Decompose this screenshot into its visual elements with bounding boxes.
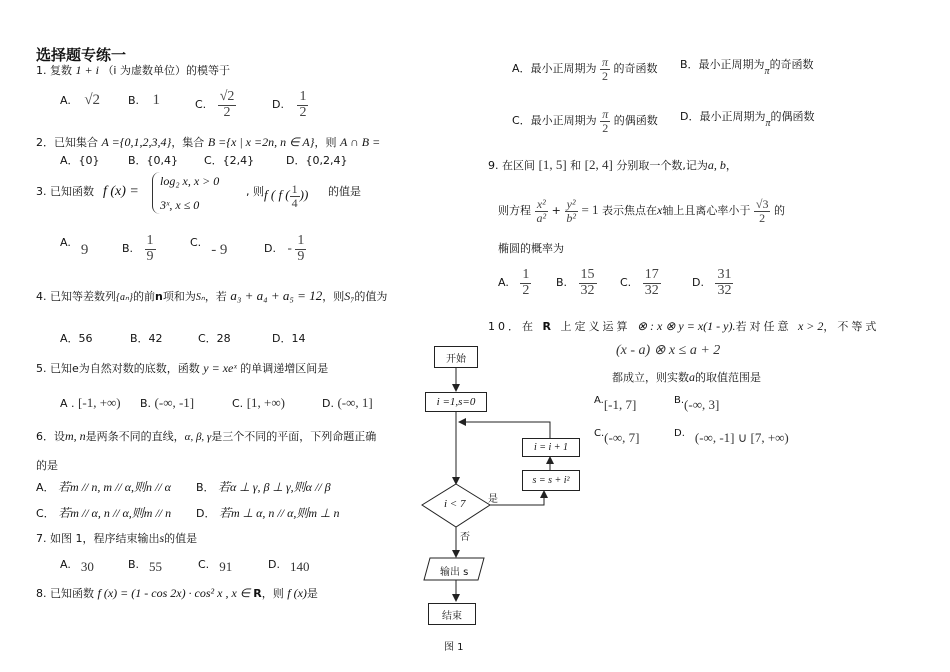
q2-option-a[interactable]: A．{0}	[60, 154, 100, 167]
q8-option-c[interactable]: C．最小正周期为 $\frac{\pi}{2}$ 的偶函数	[512, 107, 658, 135]
q10-option-c[interactable]: C.(-∞, 7]	[594, 428, 640, 445]
q5-option-d[interactable]: D. (-∞, 1]	[322, 395, 373, 410]
q10-option-d[interactable]: D. (-∞, -1] ∪ [7, +∞)	[674, 428, 789, 445]
flow-init-node: i =1,s=0	[425, 392, 487, 412]
q4-option-d[interactable]: D．14	[272, 332, 306, 345]
q4-option-c[interactable]: C．28	[198, 332, 231, 345]
question-7: 7. 如图 1，程序结束输出s的值是	[36, 531, 198, 545]
q6-option-c[interactable]: C． 若m // α, n // α,则m // n	[36, 506, 172, 520]
q3-case-2: 3ˣ, x ≤ 0	[160, 198, 200, 212]
figure-caption: 图 1	[444, 642, 464, 653]
q8-option-a[interactable]: A．最小正周期为 $\frac{\pi}{2}$ 的奇函数	[512, 55, 658, 83]
q1-option-d[interactable]: D. $\frac{1}{2}$	[272, 89, 307, 120]
question-4: 4. 已知等差数列{aₙ}的前n项和为Sₙ，若 a₃ + a₄ + a₅ = 12，则S₇的值为	[36, 288, 388, 303]
q9-option-a[interactable]: A. $\frac{1}{2}$	[498, 267, 530, 298]
q7-option-d[interactable]: D. 140	[268, 558, 310, 574]
flow-end-node: 结束	[428, 603, 476, 625]
question-9-line-2: 则方程 $\frac{\text{x²}}{\text{a²}}$ + $\frac{\text{y²}}{\text{b²}}$ = 1 表示焦点在x轴上且离心率小于 $\frac{√3}{2}$ 的	[498, 197, 785, 225]
flow-output-node: 输出 s	[440, 567, 469, 578]
q3-ask: f ( f ( $\frac{1}{4}$ ))	[264, 182, 309, 210]
question-10: 10．在 R 上定义运算 ⊗ : x ⊗ y = x(1 - y).若对任意 x > 2，不等式	[488, 319, 880, 333]
question-3-stem: 3. 已知函数	[36, 185, 94, 198]
q6-option-a[interactable]: A． 若m // n, m // α,则n // α	[36, 480, 171, 494]
flow-no-label: 否	[460, 532, 470, 543]
q3-option-c[interactable]: C. - 9	[190, 236, 228, 258]
q1-option-b[interactable]: B. 1	[128, 92, 161, 108]
q3-option-b[interactable]: B. $\frac{1}{9}$	[122, 233, 154, 264]
q5-option-b[interactable]: B. (-∞, -1]	[140, 395, 195, 410]
q3-option-d[interactable]: D. - $\frac{1}{9}$	[264, 233, 305, 264]
q7-option-c[interactable]: C. 91	[198, 558, 233, 574]
q3-then: , 则	[246, 185, 264, 198]
question-6-cont: 的是	[36, 459, 58, 472]
q1-option-a[interactable]: A. √2	[60, 92, 101, 108]
q5-option-c[interactable]: C. [1, +∞)	[232, 395, 285, 410]
question-9: 9. 在区间 [1, 5] 和 [2, 4] 分别取一个数,记为a, b，	[488, 157, 737, 172]
q10-inequality: (x - a) ⊗ x ≤ a + 2	[616, 343, 721, 358]
q9-option-b[interactable]: B. $\frac{15}{32}$	[556, 267, 595, 298]
q6-option-d[interactable]: D． 若m ⊥ α, n // α,则m ⊥ n	[196, 506, 340, 520]
flow-accumulate-node: s = s + i²	[522, 470, 580, 491]
page-title: 选择题专练一	[36, 46, 127, 64]
q2-option-b[interactable]: B．{0,4}	[128, 154, 179, 167]
question-9-line-3: 椭圆的概率为	[498, 242, 564, 255]
q3-function: f (x) =	[103, 184, 139, 199]
q2-option-c[interactable]: C．{2,4}	[204, 154, 255, 167]
question-8: 8. 已知函数 f (x) = (1 - cos 2x) · cos² x , x ∈ R，则 f (x)是	[36, 586, 318, 600]
flow-yes-label: 是	[488, 494, 498, 505]
question-1: 1. 复数 1 + i （i 为虚数单位）的模等于	[36, 63, 230, 77]
q5-option-a[interactable]: A . [-1, +∞)	[60, 395, 121, 410]
q8-option-b[interactable]: B．最小正周期为π的奇函数	[680, 58, 814, 77]
q9-option-d[interactable]: D. $\frac{31}{32}$	[692, 267, 732, 298]
q10-option-a[interactable]: A.[-1, 7]	[594, 395, 637, 412]
q1-option-c[interactable]: C. $\frac{√2}{2}$	[195, 89, 235, 120]
question-5: 5. 已知e为自然对数的底数，函数 y = xeˣ 的单调递增区间是	[36, 361, 329, 375]
q3-tail: 的值是	[328, 185, 361, 198]
q4-option-a[interactable]: A．56	[60, 332, 93, 345]
q9-option-c[interactable]: C. $\frac{17}{32}$	[620, 267, 659, 298]
q3-case-1: log₂ x, x > 0	[160, 174, 220, 188]
q7-option-b[interactable]: B. 55	[128, 558, 163, 574]
q8-option-d[interactable]: D．最小正周期为π的偶函数	[680, 110, 815, 129]
question-6: 6．设m, n是两条不同的直线，α, β, γ是三个不同的平面，下列命题正确	[36, 429, 377, 443]
q1-complex-number: 1 + i	[75, 63, 99, 77]
q7-option-a[interactable]: A. 30	[60, 558, 94, 574]
q6-option-b[interactable]: B． 若α ⊥ γ, β ⊥ γ,则α // β	[196, 480, 331, 494]
flow-increment-node: i = i + 1	[522, 438, 580, 457]
question-2: 2．已知集合 A ={0,1,2,3,4}，集合 B ={x | x =2n, n ∈ A}，则 A ∩ B =	[36, 135, 381, 149]
q4-option-b[interactable]: B．42	[130, 332, 163, 345]
q2-option-d[interactable]: D．{0,2,4}	[286, 154, 348, 167]
q3-option-a[interactable]: A. 9	[60, 236, 89, 258]
q10-option-b[interactable]: B.(-∞, 3]	[674, 395, 720, 412]
flow-condition: i < 7	[444, 498, 466, 510]
question-10-line-3: 都成立，则实数a的取值范围是	[612, 370, 761, 384]
flow-start-node: 开始	[434, 346, 478, 368]
